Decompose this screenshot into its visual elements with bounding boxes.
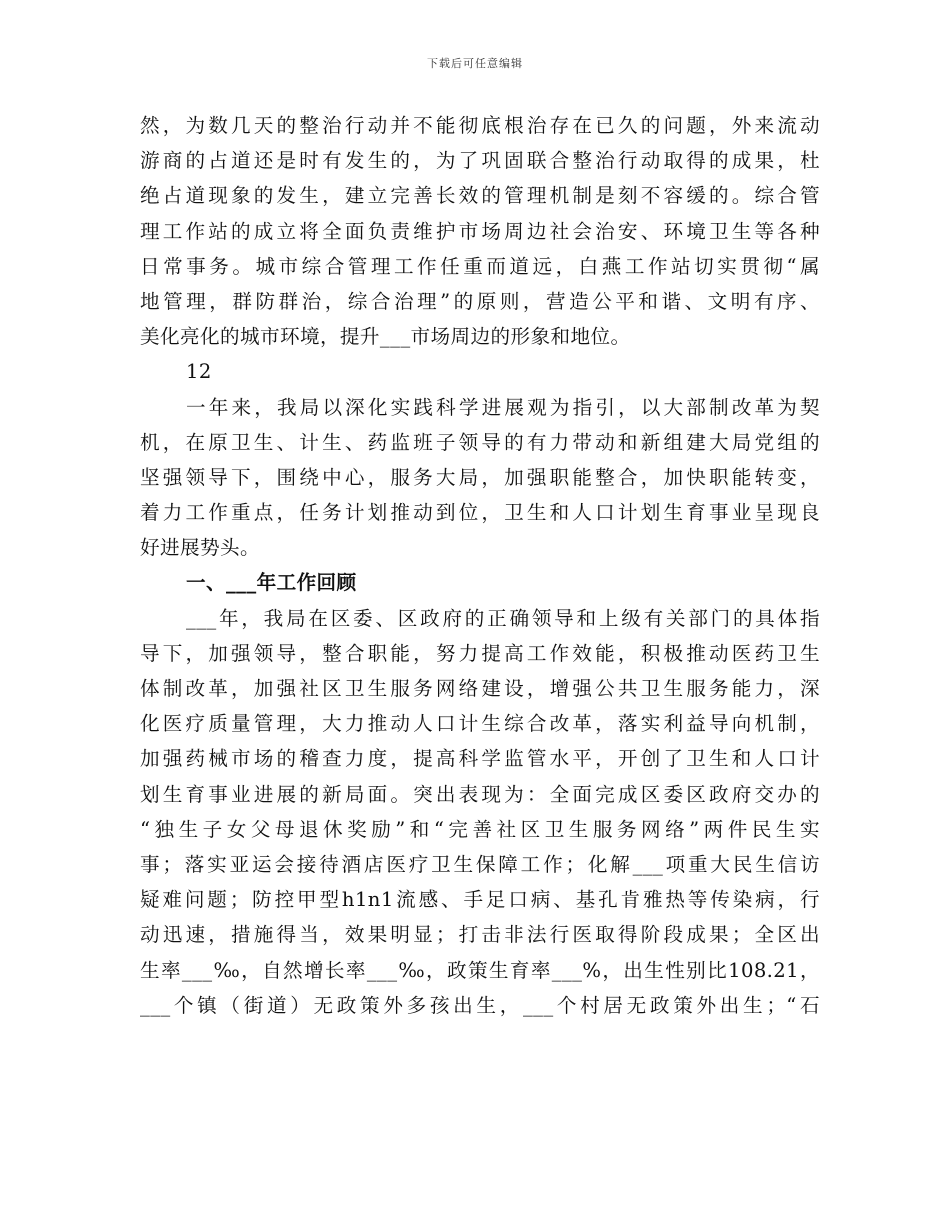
page-header: 下载后可任意编辑 xyxy=(427,57,523,70)
body-line: 机，在原卫生、计生、药监班子领导的有力带动和新组建大局党组的 xyxy=(140,430,820,454)
body-line: 然，为数几天的整治行动并不能彻底根治存在已久的问题，外来流动 xyxy=(140,114,820,137)
body-line: 理工作站的成立将全面负责维护市场周边社会治安、环境卫生等各种 xyxy=(140,219,820,243)
body-line: 日常事务。城市综合管理工作任重而道远，白燕工作站切实贯彻“属 xyxy=(140,254,820,278)
body-line: 事；落实亚运会接待酒店医疗卫生保障工作；化解___项重大民生信访 xyxy=(140,852,820,876)
body-line: 导下，加强领导，整合职能，努力提高工作效能，积极推动医药卫生 xyxy=(140,641,820,665)
body-line: 生率___‰，自然增长率___‰，政策生育率___%，出生性别比108.21， xyxy=(140,958,820,982)
body-line: 化医疗质量管理，大力推动人口计生综合改革，落实利益导向机制， xyxy=(140,712,820,736)
body-line: 着力工作重点，任务计划推动到位，卫生和人口计划生育事业呈现良 xyxy=(140,501,820,525)
body-line: 坚强领导下，围绕中心，服务大局，加强职能整合，加快职能转变， xyxy=(140,465,820,489)
body-line: 疑难问题；防控甲型h1n1流感、手足口病、基孔肯雅热等传染病，行 xyxy=(140,888,820,912)
document-body xyxy=(140,108,820,1023)
body-line: 一年来，我局以深化实践科学进展观为指引，以大部制改革为契 xyxy=(186,395,820,419)
body-line: ___个镇（街道）无政策外多孩出生，___个村居无政策外出生；“石 xyxy=(140,993,820,1017)
section-heading: 一、___年工作回顾 xyxy=(186,571,357,595)
body-line: “独生子女父母退休奖励”和“完善社区卫生服务网络”两件民生实 xyxy=(140,817,820,841)
body-line: 加强药械市场的稽查力度，提高科学监管水平，开创了卫生和人口计 xyxy=(140,747,820,771)
body-line: 游商的占道还是时有发生的，为了巩固联合整治行动取得的成果，杜 xyxy=(140,149,820,173)
body-line: 动迅速，措施得当，效果明显；打击非法行医取得阶段成果；全区出 xyxy=(140,923,820,947)
body-line: 美化亮化的城市环境，提升___市场周边的形象和地位。 xyxy=(140,325,631,349)
body-line: 好进展势头。 xyxy=(140,536,260,560)
section-number: 12 xyxy=(186,360,212,384)
body-line: ___年，我局在区委、区政府的正确领导和上级有关部门的具体指 xyxy=(186,606,820,630)
body-line: 划生育事业进展的新局面。突出表现为：全面完成区委区政府交办的 xyxy=(140,782,820,806)
body-line: 体制改革，加强社区卫生服务网络建设，增强公共卫生服务能力，深 xyxy=(140,677,820,700)
body-line: 地管理，群防群治，综合治理”的原则，营造公平和谐、文明有序、 xyxy=(140,289,820,313)
body-line: 绝占道现象的发生，建立完善长效的管理机制是刻不容缓的。综合管 xyxy=(140,184,820,208)
